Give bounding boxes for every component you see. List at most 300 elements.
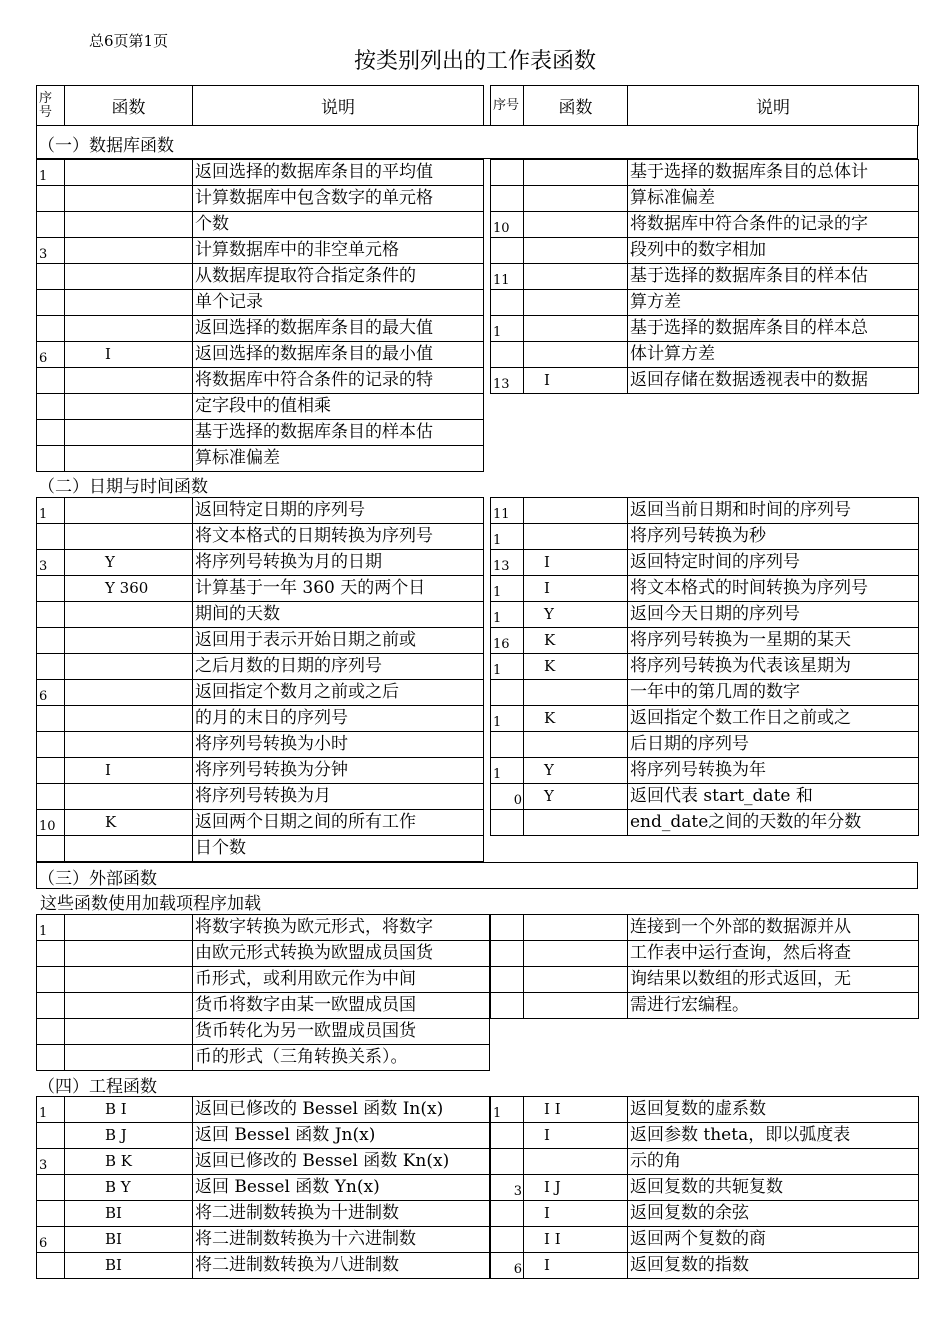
desc-cell: 将序列号转换为小时	[193, 732, 484, 758]
seq-cell	[491, 915, 524, 941]
seq-cell: 1	[491, 758, 524, 784]
table-row	[37, 368, 484, 394]
func-cell	[65, 941, 193, 967]
func-cell	[524, 732, 628, 758]
desc-cell: 将二进制数转换为八进制数	[193, 1253, 490, 1279]
desc-cell: 返回选择的数据库条目的最大值	[193, 316, 484, 342]
func-cell: Y	[65, 550, 193, 576]
desc-cell: 单个记录	[193, 290, 484, 316]
table-row	[491, 1097, 919, 1123]
desc-cell: 计算基于一年 360 天的两个日	[193, 576, 484, 602]
desc-cell: 将数字转换为欧元形式，将数字	[193, 915, 490, 941]
desc-cell: 币的形式（三角转换关系）。	[193, 1045, 490, 1071]
func-cell: Y	[524, 758, 628, 784]
seq-cell	[491, 810, 524, 836]
table-row	[491, 238, 919, 264]
seq-cell	[37, 1175, 65, 1201]
func-cell: I	[524, 368, 628, 394]
desc-cell: 返回两个复数的商	[628, 1227, 919, 1253]
func-cell	[65, 680, 193, 706]
desc-cell: 需进行宏编程。	[628, 993, 919, 1019]
table-row	[37, 290, 484, 316]
func-cell	[65, 993, 193, 1019]
desc-cell: 返回选择的数据库条目的最小值	[193, 342, 484, 368]
table-row	[37, 993, 490, 1019]
seq-cell: 10	[37, 810, 65, 836]
table-row	[491, 1253, 919, 1279]
func-cell	[524, 993, 628, 1019]
desc-cell: 返回特定时间的序列号	[628, 550, 919, 576]
desc-cell: 基于选择的数据库条目的样本估	[628, 264, 919, 290]
seq-cell: 6	[491, 1253, 524, 1279]
section-note-external: 这些函数使用加载项程序加载	[40, 894, 261, 914]
seq-cell	[491, 941, 524, 967]
func-cell	[65, 915, 193, 941]
seq-cell	[37, 1253, 65, 1279]
desc-cell: 将文本格式的时间转换为序列号	[628, 576, 919, 602]
table-row	[37, 1097, 490, 1123]
table-row	[491, 524, 919, 550]
desc-cell: 计算数据库中的非空单元格	[193, 238, 484, 264]
page-info: 总6页第1页	[89, 32, 169, 50]
seq-cell	[37, 784, 65, 810]
table-row	[491, 628, 919, 654]
func-cell	[65, 186, 193, 212]
seq-cell	[37, 1019, 65, 1045]
table-row	[491, 654, 919, 680]
desc-cell: 后日期的序列号	[628, 732, 919, 758]
table-row	[491, 784, 919, 810]
table-row	[491, 706, 919, 732]
func-cell: I	[524, 550, 628, 576]
func-cell	[65, 967, 193, 993]
section-heading-database: （一）数据库函数	[38, 136, 174, 156]
desc-cell: 返回 Bessel 函数 Jn(x)	[193, 1123, 490, 1149]
desc-cell: 一年中的第几周的数字	[628, 680, 919, 706]
seq-cell: 1	[491, 576, 524, 602]
desc-cell: 返回 Bessel 函数 Yn(x)	[193, 1175, 490, 1201]
func-cell: B Y	[65, 1175, 193, 1201]
func-cell	[65, 524, 193, 550]
desc-cell: 返回复数的共轭复数	[628, 1175, 919, 1201]
desc-cell: 返回已修改的 Bessel 函数 Kn(x)	[193, 1149, 490, 1175]
desc-cell: 算方差	[628, 290, 919, 316]
table-row	[491, 915, 919, 941]
seq-cell	[37, 732, 65, 758]
seq-cell	[37, 212, 65, 238]
table-row	[491, 290, 919, 316]
func-cell	[65, 706, 193, 732]
table-row	[37, 316, 484, 342]
desc-cell: 将序列号转换为分钟	[193, 758, 484, 784]
func-cell	[524, 212, 628, 238]
table-row	[491, 680, 919, 706]
section-heading-external: （三）外部函数	[38, 869, 157, 889]
table-row	[491, 993, 919, 1019]
table-row	[491, 550, 919, 576]
seq-cell: 1	[37, 1097, 65, 1123]
seq-cell	[491, 680, 524, 706]
desc-cell: 的月的末日的序列号	[193, 706, 484, 732]
func-cell: I	[65, 758, 193, 784]
func-cell	[65, 264, 193, 290]
table-row	[37, 706, 484, 732]
desc-cell: 返回当前日期和时间的序列号	[628, 498, 919, 524]
table-row	[491, 498, 919, 524]
table-row	[37, 420, 484, 446]
table-row	[491, 342, 919, 368]
table-row	[491, 212, 919, 238]
desc-cell: 返回特定日期的序列号	[193, 498, 484, 524]
func-cell: K	[524, 706, 628, 732]
seq-cell: 1	[491, 602, 524, 628]
table-row	[37, 680, 484, 706]
seq-cell	[37, 758, 65, 784]
header-right	[490, 85, 919, 126]
func-cell: B I	[65, 1097, 193, 1123]
seq-cell	[37, 394, 65, 420]
func-cell: K	[524, 654, 628, 680]
desc-cell: 工作表中运行查询，然后将查	[628, 941, 919, 967]
func-cell: BI	[65, 1253, 193, 1279]
seq-cell: 1	[491, 654, 524, 680]
seq-cell: 1	[37, 915, 65, 941]
section-heading-engineering: （四）工程函数	[38, 1077, 157, 1097]
table-row	[37, 524, 484, 550]
desc-cell: 期间的天数	[193, 602, 484, 628]
desc-cell: 返回存储在数据透视表中的数据	[628, 368, 919, 394]
desc-cell: 将二进制数转换为十进制数	[193, 1201, 490, 1227]
desc-cell: 之后月数的日期的序列号	[193, 654, 484, 680]
desc-cell: 将序列号转换为秒	[628, 524, 919, 550]
seq-cell	[491, 967, 524, 993]
table-row	[491, 576, 919, 602]
table-right-section-1	[490, 159, 919, 394]
func-cell	[524, 1149, 628, 1175]
table-row	[37, 186, 484, 212]
desc-cell: 连接到一个外部的数据源并从	[628, 915, 919, 941]
table-left-section-3	[36, 914, 490, 1071]
desc-cell: 货币将数字由某一欧盟成员国	[193, 993, 490, 1019]
table-row	[37, 1201, 490, 1227]
table-row	[491, 1201, 919, 1227]
seq-cell	[491, 1201, 524, 1227]
header-func: 函数	[65, 86, 193, 126]
header-desc: 说明	[193, 86, 484, 126]
header-desc: 说明	[628, 86, 919, 126]
table-row	[37, 550, 484, 576]
seq-cell: 13	[491, 368, 524, 394]
func-cell	[524, 810, 628, 836]
table-row	[37, 1227, 490, 1253]
desc-cell: 返回用于表示开始日期之前或	[193, 628, 484, 654]
seq-cell	[37, 316, 65, 342]
table-row	[491, 1123, 919, 1149]
desc-cell: 算标准偏差	[628, 186, 919, 212]
table-row	[37, 836, 484, 862]
func-cell: I	[524, 1253, 628, 1279]
seq-cell: 16	[491, 628, 524, 654]
desc-cell: 将数据库中符合条件的记录的字	[628, 212, 919, 238]
seq-cell: 1	[37, 498, 65, 524]
func-cell	[65, 1045, 193, 1071]
seq-cell: 1	[491, 316, 524, 342]
table-row	[491, 967, 919, 993]
desc-cell: 返回指定个数月之前或之后	[193, 680, 484, 706]
seq-cell	[37, 706, 65, 732]
table-row	[491, 758, 919, 784]
func-cell: BI	[65, 1201, 193, 1227]
func-cell: I	[524, 1201, 628, 1227]
func-cell: I	[524, 576, 628, 602]
desc-cell: 基于选择的数据库条目的样本估	[193, 420, 484, 446]
table-right-section-4	[490, 1096, 919, 1279]
desc-cell: 货币转化为另一欧盟成员国货	[193, 1019, 490, 1045]
table-row	[37, 1149, 490, 1175]
func-cell	[65, 654, 193, 680]
desc-cell: 基于选择的数据库条目的总体计	[628, 160, 919, 186]
func-cell: I I	[524, 1227, 628, 1253]
seq-cell: 3	[37, 238, 65, 264]
table-row	[37, 498, 484, 524]
seq-cell	[491, 342, 524, 368]
desc-cell: 由欧元形式转换为欧盟成员国货	[193, 941, 490, 967]
table-row	[37, 628, 484, 654]
desc-cell: 将序列号转换为年	[628, 758, 919, 784]
table-row	[491, 941, 919, 967]
seq-cell: 1	[491, 706, 524, 732]
table-left-section-4	[36, 1096, 490, 1279]
desc-cell: 将数据库中符合条件的记录的特	[193, 368, 484, 394]
func-cell	[65, 160, 193, 186]
desc-cell: 询结果以数组的形式返回，无	[628, 967, 919, 993]
table-row	[491, 1149, 919, 1175]
func-cell	[524, 316, 628, 342]
seq-cell: 6	[37, 680, 65, 706]
seq-cell	[37, 264, 65, 290]
table-left-section-1	[36, 159, 484, 472]
func-cell	[524, 238, 628, 264]
seq-cell	[37, 524, 65, 550]
desc-cell: 计算数据库中包含数字的单元格	[193, 186, 484, 212]
func-cell	[65, 836, 193, 862]
table-row	[491, 1227, 919, 1253]
seq-cell	[37, 602, 65, 628]
func-cell	[65, 732, 193, 758]
seq-cell	[37, 993, 65, 1019]
seq-cell	[37, 941, 65, 967]
page-title: 按类别列出的工作表函数	[353, 49, 596, 74]
table-row	[37, 238, 484, 264]
table-row	[491, 160, 919, 186]
seq-cell	[491, 993, 524, 1019]
func-cell	[524, 941, 628, 967]
func-cell	[524, 160, 628, 186]
func-cell	[65, 290, 193, 316]
func-cell: Y	[524, 784, 628, 810]
func-cell: I	[524, 1123, 628, 1149]
seq-cell: 0	[491, 784, 524, 810]
desc-cell: end_date之间的天数的年分数	[628, 810, 919, 836]
desc-cell: 体计算方差	[628, 342, 919, 368]
seq-cell	[37, 1123, 65, 1149]
func-cell	[65, 394, 193, 420]
func-cell	[65, 316, 193, 342]
table-row	[491, 186, 919, 212]
func-cell	[524, 680, 628, 706]
header-seq: 序号	[491, 86, 524, 126]
func-cell: I J	[524, 1175, 628, 1201]
seq-cell	[491, 290, 524, 316]
desc-cell: 返回两个日期之间的所有工作	[193, 810, 484, 836]
table-row	[37, 264, 484, 290]
desc-cell: 从数据库提取符合指定条件的	[193, 264, 484, 290]
table-row	[491, 368, 919, 394]
desc-cell: 基于选择的数据库条目的样本总	[628, 316, 919, 342]
header-left	[36, 85, 484, 126]
desc-cell: 返回指定个数工作日之前或之	[628, 706, 919, 732]
seq-cell	[37, 576, 65, 602]
func-cell	[524, 290, 628, 316]
func-cell: K	[524, 628, 628, 654]
table-row	[37, 446, 484, 472]
seq-cell	[491, 1123, 524, 1149]
desc-cell: 返回复数的虚系数	[628, 1097, 919, 1123]
seq-cell: 6	[37, 1227, 65, 1253]
func-cell	[65, 498, 193, 524]
func-cell	[65, 238, 193, 264]
func-cell: Y 360	[65, 576, 193, 602]
desc-cell: 算标准偏差	[193, 446, 484, 472]
table-row	[37, 160, 484, 186]
table-row	[37, 212, 484, 238]
seq-cell: 3	[37, 1149, 65, 1175]
desc-cell: 将序列号转换为代表该星期为	[628, 654, 919, 680]
func-cell	[524, 524, 628, 550]
table-right-section-3	[490, 914, 919, 1019]
seq-cell: 1	[491, 524, 524, 550]
table-row	[37, 394, 484, 420]
func-cell: BI	[65, 1227, 193, 1253]
seq-cell: 10	[491, 212, 524, 238]
table-row	[37, 576, 484, 602]
func-cell: K	[65, 810, 193, 836]
seq-cell: 6	[37, 342, 65, 368]
desc-cell: 返回已修改的 Bessel 函数 In(x)	[193, 1097, 490, 1123]
func-cell	[524, 264, 628, 290]
func-cell	[65, 420, 193, 446]
desc-cell: 返回参数 theta，即以弧度表	[628, 1123, 919, 1149]
seq-cell	[491, 1149, 524, 1175]
func-cell	[524, 342, 628, 368]
desc-cell: 将二进制数转换为十六进制数	[193, 1227, 490, 1253]
func-cell	[65, 212, 193, 238]
seq-cell	[37, 967, 65, 993]
table-row	[37, 810, 484, 836]
func-cell	[65, 1019, 193, 1045]
desc-cell: 返回复数的指数	[628, 1253, 919, 1279]
seq-cell	[37, 628, 65, 654]
table-row	[491, 1175, 919, 1201]
func-cell	[65, 446, 193, 472]
seq-cell: 3	[37, 550, 65, 576]
seq-cell	[37, 290, 65, 316]
table-row	[491, 316, 919, 342]
desc-cell: 返回复数的余弦	[628, 1201, 919, 1227]
seq-cell: 13	[491, 550, 524, 576]
desc-cell: 日个数	[193, 836, 484, 862]
desc-cell: 示的角	[628, 1149, 919, 1175]
section-heading-datetime: （二）日期与时间函数	[38, 477, 208, 497]
seq-cell: 11	[491, 264, 524, 290]
seq-cell	[37, 368, 65, 394]
seq-cell	[37, 1045, 65, 1071]
desc-cell: 段列中的数字相加	[628, 238, 919, 264]
func-cell: I I	[524, 1097, 628, 1123]
func-cell: Y	[524, 602, 628, 628]
desc-cell: 币形式，或利用欧元作为中间	[193, 967, 490, 993]
table-row	[491, 602, 919, 628]
seq-cell	[37, 836, 65, 862]
table-row	[37, 1045, 490, 1071]
table-row	[37, 915, 490, 941]
func-cell: B J	[65, 1123, 193, 1149]
func-cell	[65, 368, 193, 394]
table-row	[37, 732, 484, 758]
seq-cell: 1	[491, 1097, 524, 1123]
func-cell: I	[65, 342, 193, 368]
table-row	[37, 1253, 490, 1279]
seq-cell	[37, 420, 65, 446]
seq-cell	[491, 732, 524, 758]
desc-cell: 返回选择的数据库条目的平均值	[193, 160, 484, 186]
table-row	[37, 602, 484, 628]
table-row	[37, 342, 484, 368]
func-cell	[65, 602, 193, 628]
desc-cell: 将序列号转换为月	[193, 784, 484, 810]
func-cell	[524, 498, 628, 524]
seq-cell	[37, 654, 65, 680]
func-cell	[524, 967, 628, 993]
seq-cell	[491, 186, 524, 212]
table-row	[491, 264, 919, 290]
table-row	[37, 1123, 490, 1149]
seq-cell	[37, 446, 65, 472]
seq-cell: 11	[491, 498, 524, 524]
desc-cell: 将文本格式的日期转换为序列号	[193, 524, 484, 550]
header-func: 函数	[524, 86, 628, 126]
header-seq: 序号	[37, 86, 65, 126]
table-row	[37, 758, 484, 784]
desc-cell: 定字段中的值相乘	[193, 394, 484, 420]
desc-cell: 个数	[193, 212, 484, 238]
table-row	[37, 967, 490, 993]
table-left-section-2	[36, 497, 484, 862]
func-cell	[65, 784, 193, 810]
table-row	[491, 810, 919, 836]
desc-cell: 将序列号转换为一星期的某天	[628, 628, 919, 654]
table-row	[491, 732, 919, 758]
table-row	[37, 1019, 490, 1045]
seq-cell	[37, 186, 65, 212]
func-cell	[65, 628, 193, 654]
seq-cell	[491, 238, 524, 264]
desc-cell: 返回今天日期的序列号	[628, 602, 919, 628]
table-row	[37, 941, 490, 967]
seq-cell	[491, 160, 524, 186]
seq-cell	[37, 1201, 65, 1227]
table-row	[37, 784, 484, 810]
